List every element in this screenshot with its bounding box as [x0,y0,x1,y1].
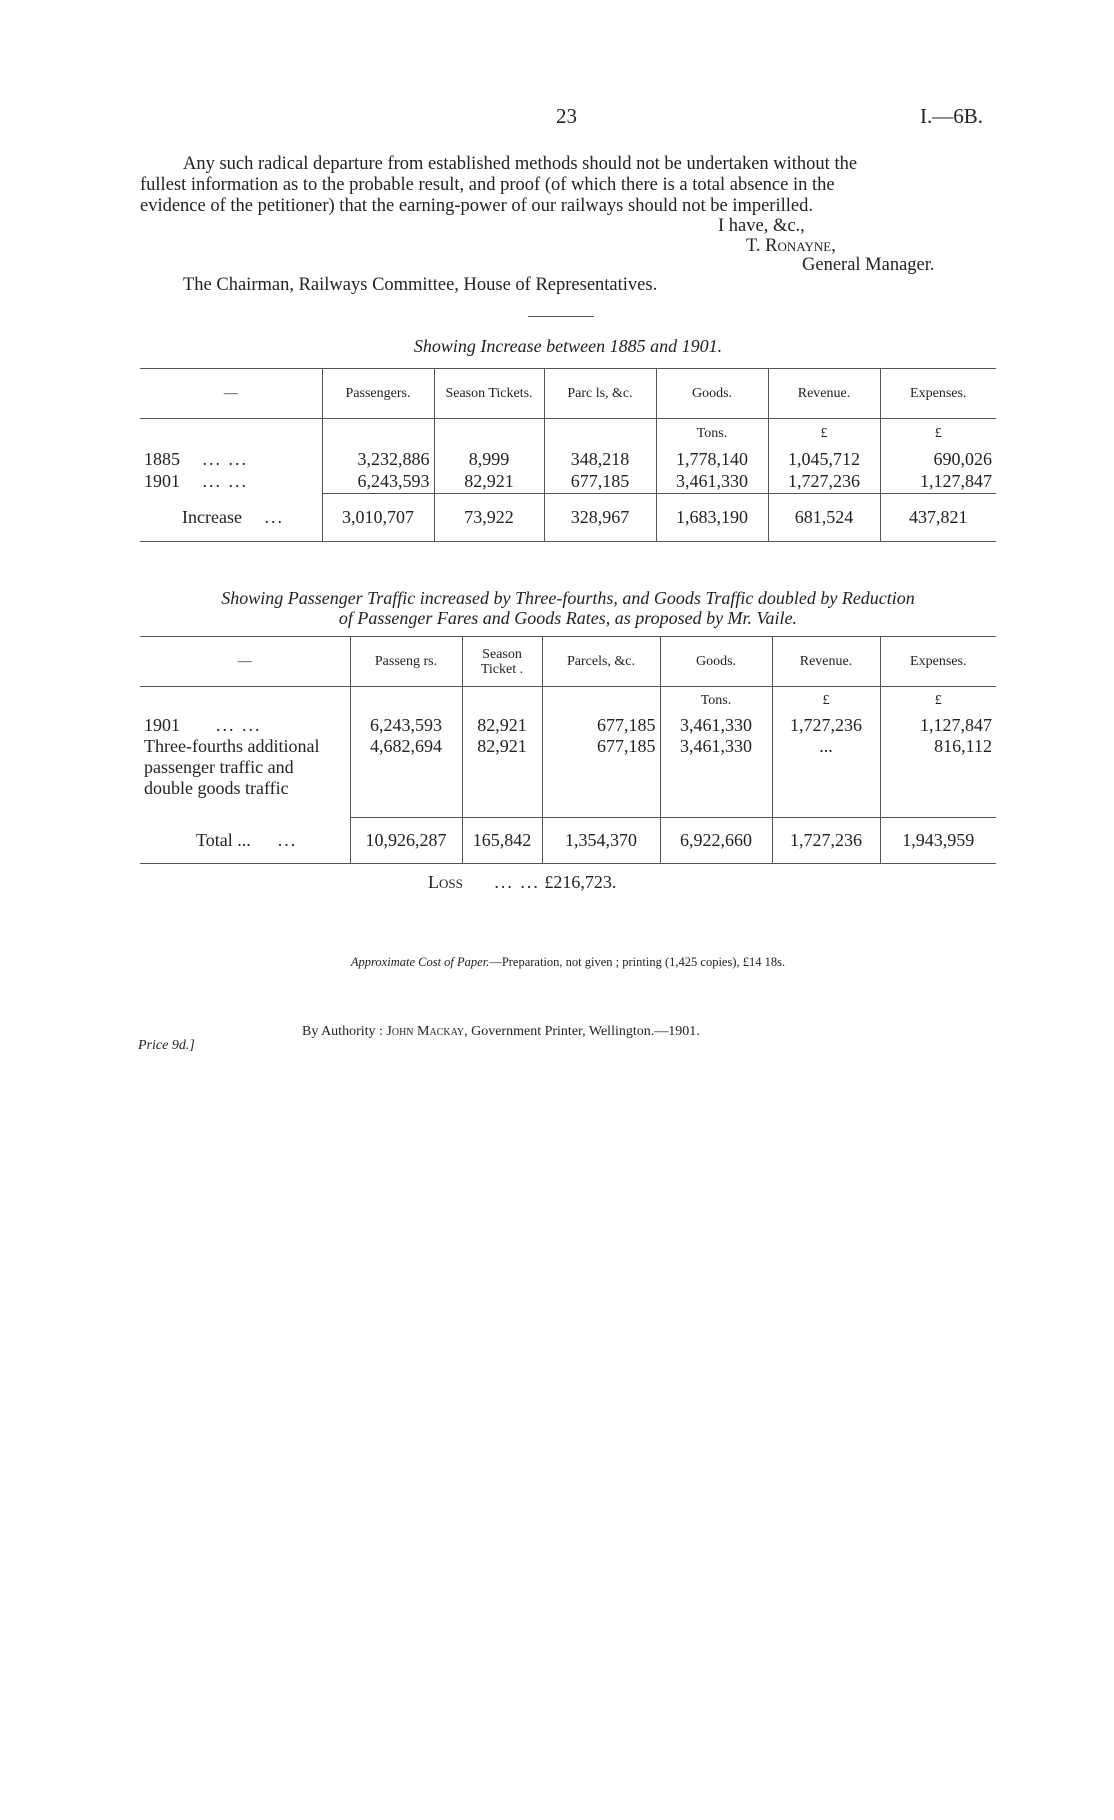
table-cell: 8,999 [434,449,544,470]
table-row [140,715,996,736]
table-cell: 82,921 [462,736,542,818]
column-header: Passengers. [322,369,434,419]
table-cell: 3,461,330 [660,736,772,818]
table-cell: 10,926,287 [350,818,462,864]
loss-value: £216,723. [544,872,617,892]
authority-suffix: Government Printer, Wellington.—1901. [471,1024,700,1039]
page-number: 23 [556,104,577,128]
table-cell: 677,185 [542,715,660,736]
column-header: Revenue. [768,369,880,419]
loss-line [428,872,616,893]
table-cell: 677,185 [544,470,656,494]
proposal-table [140,636,996,864]
table-cell: 677,185 [542,736,660,818]
table-cell: 165,842 [462,818,542,864]
unit-label: £ [880,687,996,715]
unit-label: £ [772,687,880,715]
table-cell: 816,112 [880,736,996,818]
table-cell: 328,967 [544,494,656,542]
table-cell: 1,127,847 [880,470,996,494]
caption-line: of Passenger Fares and Goods Rates, as proposed by Mr. Vaile. [338,608,798,628]
column-header: Goods. [660,637,772,687]
table-cell: 3,232,886 [322,449,434,470]
loss-label: Loss [428,872,463,892]
table-cell: 82,921 [434,470,544,494]
column-header: Passeng rs. [350,637,462,687]
table-row [140,449,996,470]
column-header: Season Tickets. [434,369,544,419]
caption-line: Showing Passenger Traffic increased by Three-fourths, and Goods Traffic doubled by Reduction [221,588,915,608]
column-header: Parc ls, &c. [544,369,656,419]
letter-signature: T. Ronayne, [746,236,836,256]
table-cell: 437,821 [880,494,996,542]
table-cell: 1,943,959 [880,818,996,864]
total-row [140,818,996,864]
letter-line: Any such radical departure from established methods should not be undertaken without the [183,154,858,174]
printer-name: John Mackay, [386,1024,468,1039]
letter-line: evidence of the petitioner) that the earning-power of our railways should not be imperilled. [140,196,813,216]
row-label: Three-fourths additional passenger traffic and double goods traffic [144,735,320,798]
table-header-row [140,637,996,687]
table-cell: 73,922 [434,494,544,542]
signatory-title: General Manager. [802,255,935,275]
units-row [140,687,996,715]
leader-dots: ... ... [494,872,540,892]
increase-table [140,368,996,542]
column-header: — [140,637,350,687]
unit-label: £ [880,419,996,449]
table-row [140,736,996,818]
cost-label: Approximate Cost of Paper. [350,955,490,969]
authority-prefix: By Authority : [302,1024,383,1039]
total-row [140,494,996,542]
row-label: 1901 [144,471,180,491]
price-note: Price 9d.] [138,1038,195,1053]
letter-closing: I have, &c., [718,216,805,236]
section-divider [528,316,594,317]
table-cell: 1,045,712 [768,449,880,470]
table-cell: 690,026 [880,449,996,470]
table-cell: 1,727,236 [768,470,880,494]
leader-dots: ... ... [216,714,262,735]
leader-dots: ... ... [202,471,248,491]
row-label: Increase [182,506,242,527]
unit-label: Tons. [660,687,772,715]
table-cell: 1,778,140 [656,449,768,470]
leader-dots: ... ... [202,448,248,469]
table-cell: 6,243,593 [350,715,462,736]
units-row [140,419,996,449]
table-cell: 6,243,593 [322,470,434,494]
table-cell: 3,461,330 [656,470,768,494]
table-cell: 6,922,660 [660,818,772,864]
cost-note [140,955,996,970]
printer-imprint [302,1024,700,1040]
table-cell: 4,682,694 [350,736,462,818]
row-label: Total ... [196,829,251,850]
column-header: Revenue. [772,637,880,687]
table-cell: 1,727,236 [772,818,880,864]
table-row [140,470,996,494]
letter-addressee: The Chairman, Railways Committee, House of Representatives. [183,275,658,295]
table-cell: 1,727,236 [772,715,880,736]
table-cell: 82,921 [462,715,542,736]
table-header-row [140,369,996,419]
table-cell: 348,218 [544,449,656,470]
unit-label: £ [768,419,880,449]
column-header: Season Ticket . [462,637,542,687]
leader-dots: ... [277,829,298,850]
row-label: 1901 [144,714,180,735]
column-header: Goods. [656,369,768,419]
table1-caption: Showing Increase between 1885 and 1901. [413,336,723,356]
document-reference: I.—6B. [920,104,983,128]
table2-caption [140,588,996,628]
column-header: Parcels, &c. [542,637,660,687]
column-header: — [140,369,322,419]
column-header: Expenses. [880,637,996,687]
leader-dots: ... [264,506,284,527]
letter-line: fullest information as to the probable result, and proof (of which there is a total absence in the [140,175,835,195]
table-cell: ... [772,736,880,818]
table-cell: 1,127,847 [880,715,996,736]
column-header: Expenses. [880,369,996,419]
row-label: 1885 [144,448,180,469]
letter-paragraph [140,154,996,217]
table-cell: 1,354,370 [542,818,660,864]
table-cell: 681,524 [768,494,880,542]
unit-label: Tons. [656,419,768,449]
table-cell: 3,461,330 [660,715,772,736]
cost-text: —Preparation, not given ; printing (1,425 copies), £14 18s. [489,955,786,969]
table-cell: 3,010,707 [322,494,434,542]
table-cell: 1,683,190 [656,494,768,542]
